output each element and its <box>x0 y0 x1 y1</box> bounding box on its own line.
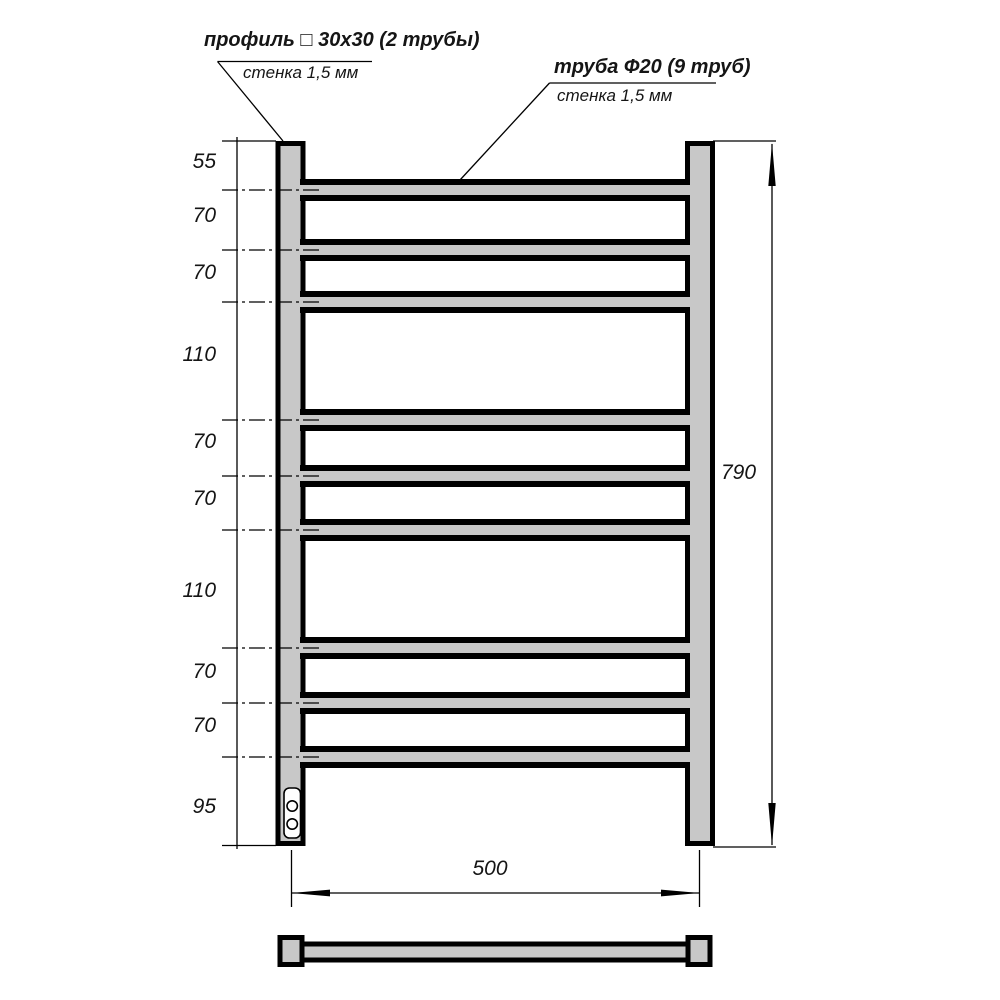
tube-rung-7 <box>299 637 691 659</box>
dimension-label-left-1: 55 <box>192 150 216 173</box>
callout-profile-wall: стенка 1,5 мм <box>243 63 359 82</box>
tube-rung-5 <box>299 465 691 487</box>
tube-rung-2 <box>299 239 691 261</box>
metal-fill-group <box>278 144 713 965</box>
tube-rung-9 <box>299 746 691 768</box>
tube-rung-8 <box>299 692 691 714</box>
tube-rung-1 <box>299 179 691 201</box>
top-view <box>280 938 710 965</box>
callout-tube-title: труба Ф20 (9 труб) <box>554 56 751 78</box>
dimension-label-left-5: 70 <box>192 430 216 453</box>
width-arrow-right <box>661 890 700 897</box>
tube-rung-6 <box>299 519 691 541</box>
terminal-screw-1 <box>287 801 297 811</box>
dimension-label-left-6: 70 <box>192 487 216 510</box>
height-arrow-down <box>768 803 775 846</box>
top-view-end-right <box>688 938 710 965</box>
terminal-body <box>284 788 301 838</box>
height-arrow-up <box>768 143 775 186</box>
dimension-label-height: 790 <box>721 461 757 484</box>
height-dimension <box>713 141 776 847</box>
tube-rung-3 <box>299 291 691 313</box>
top-view-bar <box>290 944 700 960</box>
dimension-label-left-8: 70 <box>192 660 216 683</box>
leader-tube <box>460 83 550 180</box>
dimension-label-left-7: 110 <box>182 579 216 602</box>
dimension-label-left-2: 70 <box>192 204 216 227</box>
dimension-label-left-9: 70 <box>192 714 216 737</box>
dimension-label-left-3: 70 <box>192 261 216 284</box>
terminal-screw-2 <box>287 819 297 829</box>
dimension-label-left-4: 110 <box>182 343 216 366</box>
left-dimension-chain <box>222 137 276 849</box>
callout-profile-title: профиль □ 30x30 (2 трубы) <box>204 29 480 51</box>
heater-terminal <box>284 788 301 845</box>
right-post <box>688 144 713 844</box>
dimension-label-left-10: 95 <box>192 795 216 818</box>
tube-rung-4 <box>299 409 691 431</box>
width-arrow-left <box>292 890 331 897</box>
callout-tube-wall: стенка 1,5 мм <box>557 86 673 105</box>
top-view-end-left <box>280 938 302 965</box>
dimension-label-width: 500 <box>472 857 508 880</box>
